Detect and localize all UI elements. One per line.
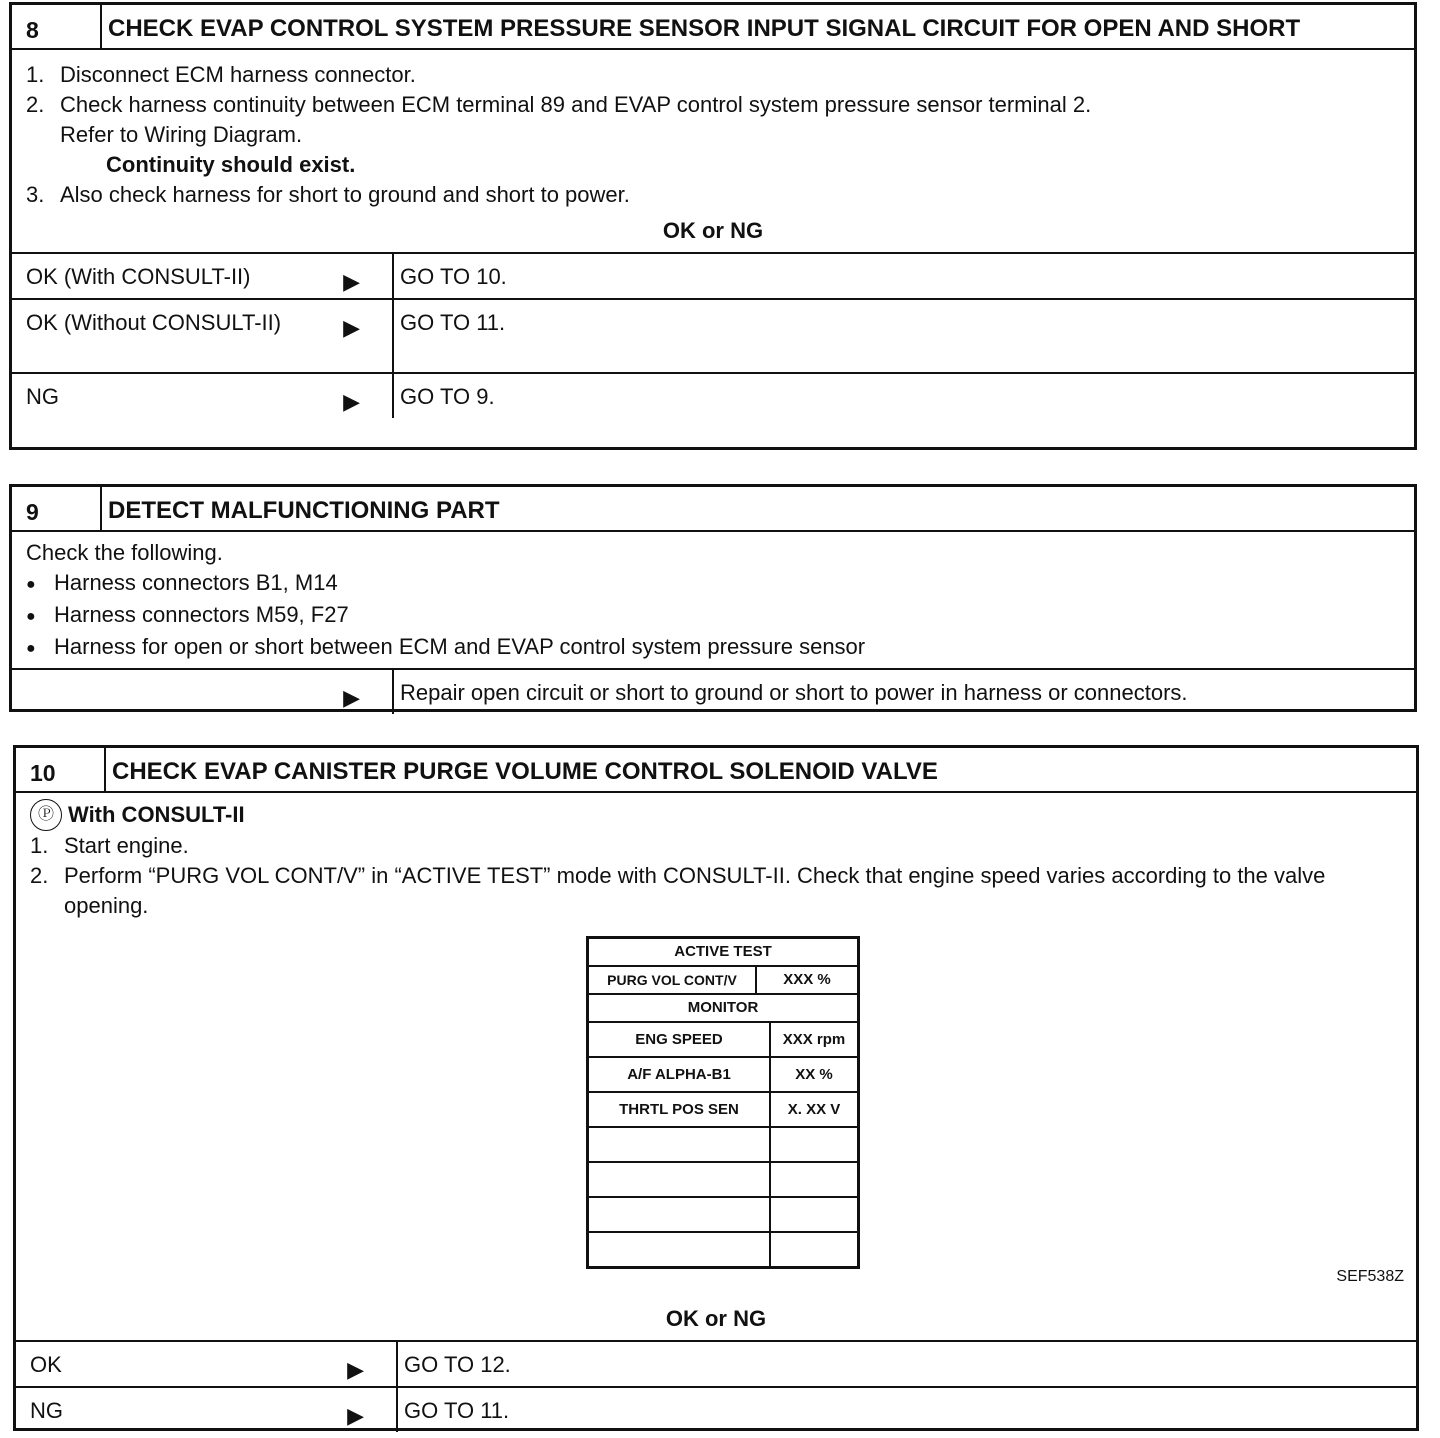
screen-value: XXX % [783,971,831,988]
screen-label: PURG VOL CONT/V [589,967,757,993]
step-number: 9 [12,487,102,530]
screen-label: A/F ALPHA-B1 [589,1058,771,1091]
arrow-right-icon: ▶ [347,1357,364,1382]
step-title: DETECT MALFUNCTIONING PART [108,497,500,524]
screen-heading: ACTIVE TEST [674,943,772,960]
screen-empty-row [589,1128,857,1163]
arrow-right-icon: ▶ [343,315,360,340]
step-9-body [12,532,1414,668]
step-10-header [16,748,1416,793]
continuity-note: Continuity should exist. [106,152,356,177]
step-10-results [16,1302,1416,1432]
bullet-icon: ● [26,576,36,593]
screen-label: ENG SPEED [589,1023,771,1056]
list-item: 2. Check harness continuity between ECM terminal 89 and EVAP control system pressure sensor terminal 2. [26,92,1092,117]
result-label: OK (Without CONSULT-II) [26,310,282,335]
step-8-header [12,5,1414,50]
screen-empty-row [589,1198,857,1233]
list-item: 1. Disconnect ECM harness connector. [26,62,416,87]
screen-empty-row [589,1163,857,1198]
result-action: GO TO 9. [400,384,495,409]
result-row [12,298,1414,372]
screen-heading: MONITOR [687,999,759,1016]
step-10-box [13,745,1419,1431]
result-label: OK [30,1352,62,1377]
list-item: ● Harness for open or short between ECM and EVAP control system pressure sensor [26,632,1400,664]
result-label: NG [26,384,59,409]
consult-tool-icon: Ⓟ [30,799,62,831]
result-action: GO TO 11. [404,1398,510,1423]
screen-value: XX % [795,1066,833,1083]
screen-empty-row [589,1233,857,1266]
ok-or-ng-heading: OK or NG [662,218,764,243]
screen-value: XXX rpm [782,1031,846,1048]
list-item: 2. Perform “PURG VOL CONT/V” in “ACTIVE TEST” mode with CONSULT-II. Check that engine speed varies according to the valve opening. [30,863,1326,918]
result-label: NG [30,1398,63,1423]
result-row [16,1340,1416,1386]
list-item: Refer to Wiring Diagram. [60,122,303,147]
bullet-icon: ● [26,640,36,657]
result-action: GO TO 10. [400,264,507,289]
step-8-box [9,2,1417,450]
result-row [12,372,1414,418]
consult-screen-figure [586,936,860,1269]
bullet-icon: ● [26,608,36,625]
step-title: CHECK EVAP CANISTER PURGE VOLUME CONTROL SOLENOID VALVE [112,758,938,785]
step-number: 10 [16,748,106,791]
arrow-right-icon: ▶ [343,389,360,414]
list-item: 3. Also check harness for short to ground and short to power. [26,182,630,207]
screen-value: X. XX V [787,1101,841,1118]
step-title: CHECK EVAP CONTROL SYSTEM PRESSURE SENSOR INPUT SIGNAL CIRCUIT FOR OPEN AND SHORT [108,15,1301,42]
list-item: 1. Start engine. [30,833,189,858]
result-label: OK (With CONSULT-II) [26,264,251,289]
consult-label: With CONSULT-II [68,802,245,827]
step-number: 8 [12,5,102,48]
arrow-right-icon: ▶ [343,685,360,710]
result-action: GO TO 11. [400,310,506,335]
list-item: ● Harness connectors M59, F27 [26,600,1400,632]
ok-or-ng-heading: OK or NG [665,1306,767,1331]
step-8-body [12,50,1414,214]
result-row [12,668,1414,714]
result-row [16,1386,1416,1432]
result-row [12,252,1414,298]
arrow-right-icon: ▶ [347,1403,364,1428]
step-9-box [9,484,1417,712]
consult-line [30,799,1402,831]
result-action: Repair open circuit or short to ground or short to power in harness or connectors. [400,680,1188,705]
arrow-right-icon: ▶ [343,269,360,294]
figure-code: SEF538Z [1336,1268,1404,1285]
screen-label: THRTL POS SEN [589,1093,771,1126]
list-item: ● Harness connectors B1, M14 [26,568,1400,600]
intro-text: Check the following. [26,540,223,565]
result-action: GO TO 12. [404,1352,511,1377]
step-9-header [12,487,1414,532]
step-10-body [16,793,1416,925]
